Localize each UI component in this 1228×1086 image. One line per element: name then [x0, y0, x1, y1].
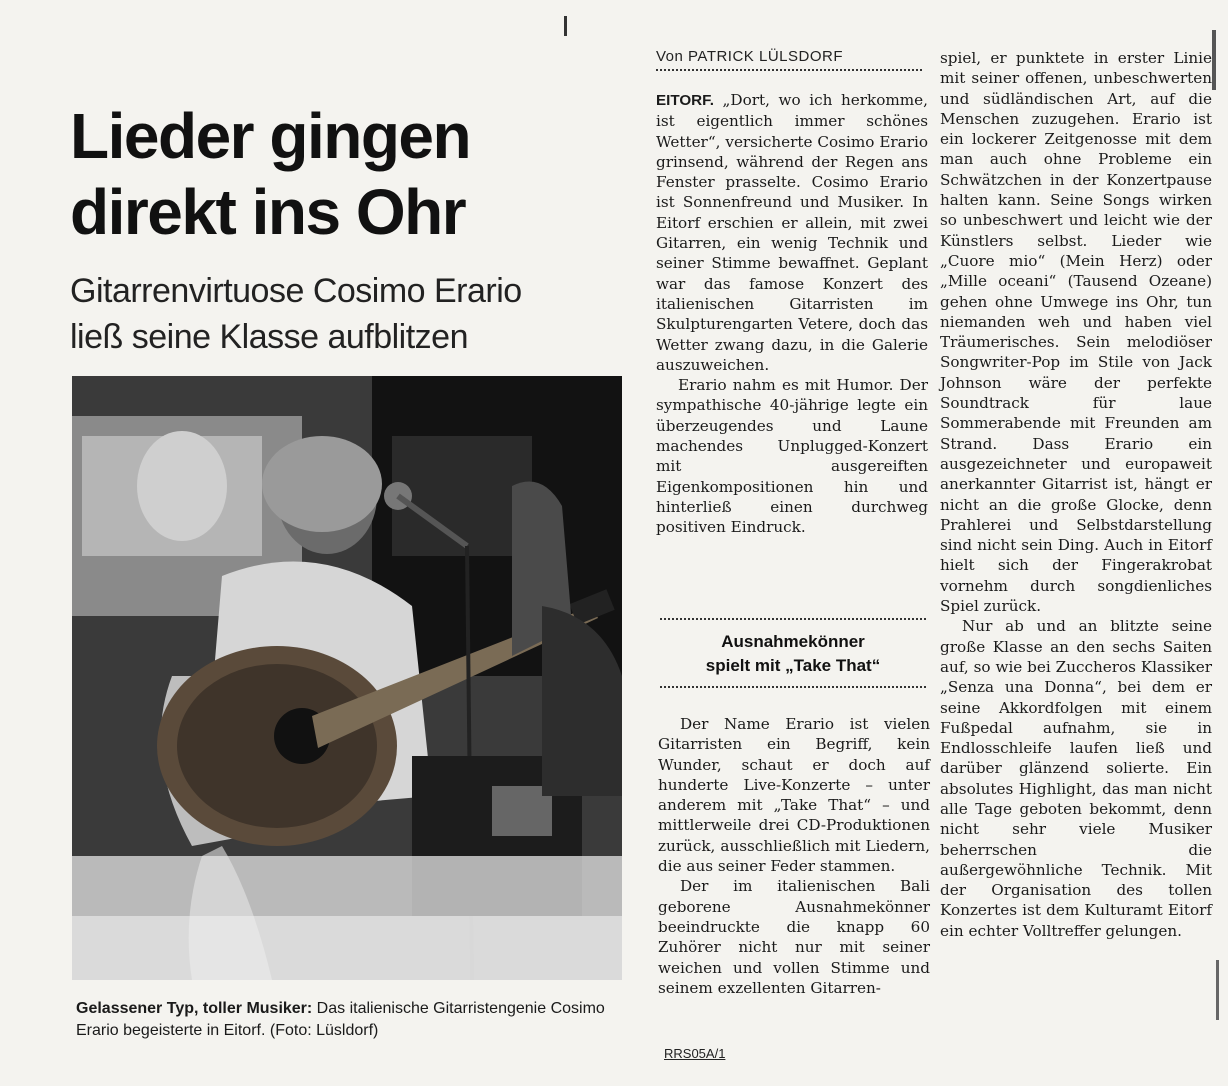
- intertitle-line-2: spielt mit „Take That“: [705, 656, 881, 675]
- scan-mark-right-lower: [1216, 960, 1219, 1020]
- scan-mark-right: [1212, 30, 1216, 90]
- caption-lead: Gelassener Typ, toller Musiker:: [76, 1000, 313, 1017]
- subheadline: [70, 268, 630, 360]
- paragraph-5: spiel, er punktete in erster Linie mit seiner offenen, unbeschwerten und südländischen Art, auf die Menschen zuzugehen. Erario ist ein lockerer Zeitgenosse mit dem man auch ohne Probleme ein Schwätzchen in der Konzertpause halten kann. Seine Songs wirken so unbeschwert und leicht wie der Künstlers selbst. Lieder wie „Cuore mio“ (Mein Herz) oder „Mille oceani“ (Tausend Ozeane) gehen ohne Umwege ins Ohr, tun niemanden weh und haben viel Träumerisches. Sein melodiöser Songwriter-Pop im Stile von Jack Johnson wäre der perfekte Soundtrack für laue Sommerabende mit Freunden am Strand. Dass Erario ein ausgezeichneter und europaweit anerkannter Gitarrist ist, hängt er nicht an die große Glocke, denn Prahlerei und Selbstdarstellung sind nicht sein Ding. Auch in Eitorf hielt sich der Fingerakrobat vornehm durch songdienliches Spiel zurück.: [940, 49, 1212, 616]
- subheadline-line-1: Gitarrenvirtuose Cosimo Erario: [70, 272, 522, 310]
- subheadline-line-2: ließ seine Klasse aufblitzen: [70, 318, 469, 356]
- column-1: [656, 90, 928, 538]
- intertitle-line-1: Ausnahmekönner: [721, 632, 865, 651]
- headline-line-2: direkt ins Ohr: [70, 176, 466, 248]
- paragraph-1-text: „Dort, wo ich herkomme, ist eigentlich immer schönes Wetter“, versicherte Cosimo Erario grinsend, während der Regen ans Fenster prasselte. Cosimo Erario ist Sonnenfreund und Musiker. In Eitorf erschien er allein, mit zwei Gitarren, ein wenig Technik und seiner Stimme bewaffnet. Geplant war das famose Konzert des italienischen Gitarristen im Skulpturengarten Vetere, doch das Wetter zwang dazu, in die Galerie auszuweichen.: [656, 91, 928, 374]
- photo-caption: [76, 998, 636, 1042]
- headline-line-1: Lieder gingen: [70, 100, 471, 172]
- paragraph-4: Der im italienischen Bali geborene Ausnahmekönner beeindruckte die knapp 60 Zuhörer nicht nur mit seiner weichen und vollen Stimme und seinem exzellenten Gitarren-: [658, 877, 930, 997]
- paragraph-3: Der Name Erario ist vielen Gitarristen ein Begriff, kein Wunder, schaut er doch auf hunderte Live-Konzerte – unter anderem mit „Take That“ – und mittlerweile drei CD-Produktionen zurück, ausschließlich mit Liedern, die aus seiner Feder stammen.: [658, 715, 930, 876]
- column-2: [940, 48, 1212, 941]
- column-1-lower: [658, 714, 930, 998]
- concert-photo: [72, 376, 622, 980]
- intertitle: [660, 618, 926, 688]
- headline: [70, 98, 630, 250]
- byline: Von PATRICK LÜLSDORF: [656, 48, 922, 71]
- paragraph-2: Erario nahm es mit Humor. Der sympathische 40-jährige legte ein überzeugendes und Laune machendes Unplugged-Konzert mit ausgereiften Eigenkompositionen hin und hinterließ einen durchweg positiven Eindruck.: [656, 376, 928, 537]
- paragraph-1: [656, 90, 928, 375]
- caption-text: Das italienische Gitarristengenie Cosimo Erario begeisterte in Eitorf. (Foto: Lüsldorf): [76, 1000, 605, 1039]
- paragraph-6: Nur ab und an blitzte seine große Klasse an den sechs Saiten auf, so wie bei Zuccheros Klassiker „Senza una Donna“, bei dem er seine Akkordfolgen mit einem Fußpedal aufnahm, sie in Endlosschleife laufen ließ und darüber glänzend solierte. Ein absolutes Highlight, das man nicht alle Tage geboten bekommt, denn nicht sehr viele Musiker beherrschen die außergewöhnliche Technik. Mit der Organisation des tollen Konzertes ist dem Kulturamt Eitorf ein echter Volltreffer gelungen.: [940, 617, 1212, 940]
- scan-mark-top: [564, 16, 567, 36]
- page-code: RRS05A/1: [664, 1046, 726, 1061]
- dateline: EITORF.: [656, 92, 714, 109]
- guitarist-photo-illustration: [72, 376, 622, 980]
